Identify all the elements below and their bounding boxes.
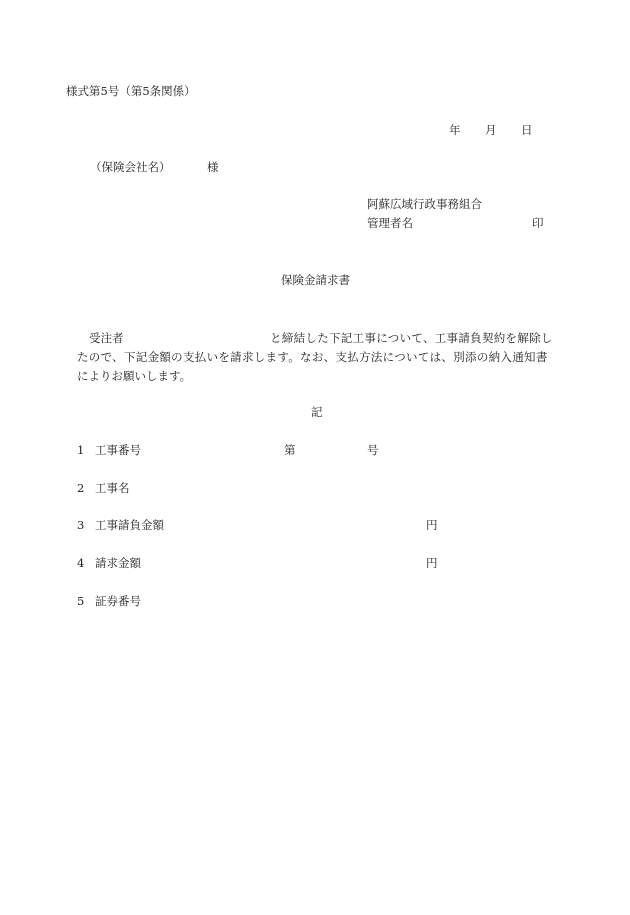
addressee-company: （保険会社名） <box>90 160 171 174</box>
item-label: 工事請負金額 <box>95 518 164 532</box>
item-label: 請求金額 <box>95 556 141 570</box>
item-number: 4 <box>77 556 85 570</box>
date-day: 日 <box>521 123 533 137</box>
seal-mark: 印 <box>532 216 544 230</box>
item-unit: 円 <box>426 556 438 570</box>
body-line3: によりお願いします。 <box>77 369 192 383</box>
item-label: 工事名 <box>95 481 130 495</box>
date-year: 年 <box>449 123 461 137</box>
body-line2: たので、下記金額の支払いを請求します。なお、支払方法については、別添の納入通知書 <box>77 350 548 364</box>
body-line1-start: 受注者 <box>89 331 124 345</box>
sender-organization: 阿蘇広域行政事務組合 <box>367 197 482 211</box>
item-unit: 円 <box>426 518 438 532</box>
item-number: 2 <box>77 481 85 495</box>
item-number: 5 <box>77 594 85 608</box>
date-month: 月 <box>485 123 497 137</box>
item-label: 工事番号 <box>95 443 141 457</box>
ki-heading: 記 <box>311 405 323 419</box>
document-title: 保険金請求書 <box>281 273 350 287</box>
addressee-honorific: 様 <box>207 160 219 174</box>
body-line1-end: と締結した下記工事について、工事請負契約を解除し <box>270 331 553 345</box>
item-label: 証券番号 <box>95 594 141 608</box>
item-prefix: 第 <box>284 443 296 457</box>
item-suffix: 号 <box>367 443 379 457</box>
sender-manager: 管理者名 <box>367 216 413 230</box>
item-number: 1 <box>77 443 85 457</box>
form-number: 様式第5号（第5条関係） <box>66 84 196 98</box>
item-number: 3 <box>77 518 85 532</box>
